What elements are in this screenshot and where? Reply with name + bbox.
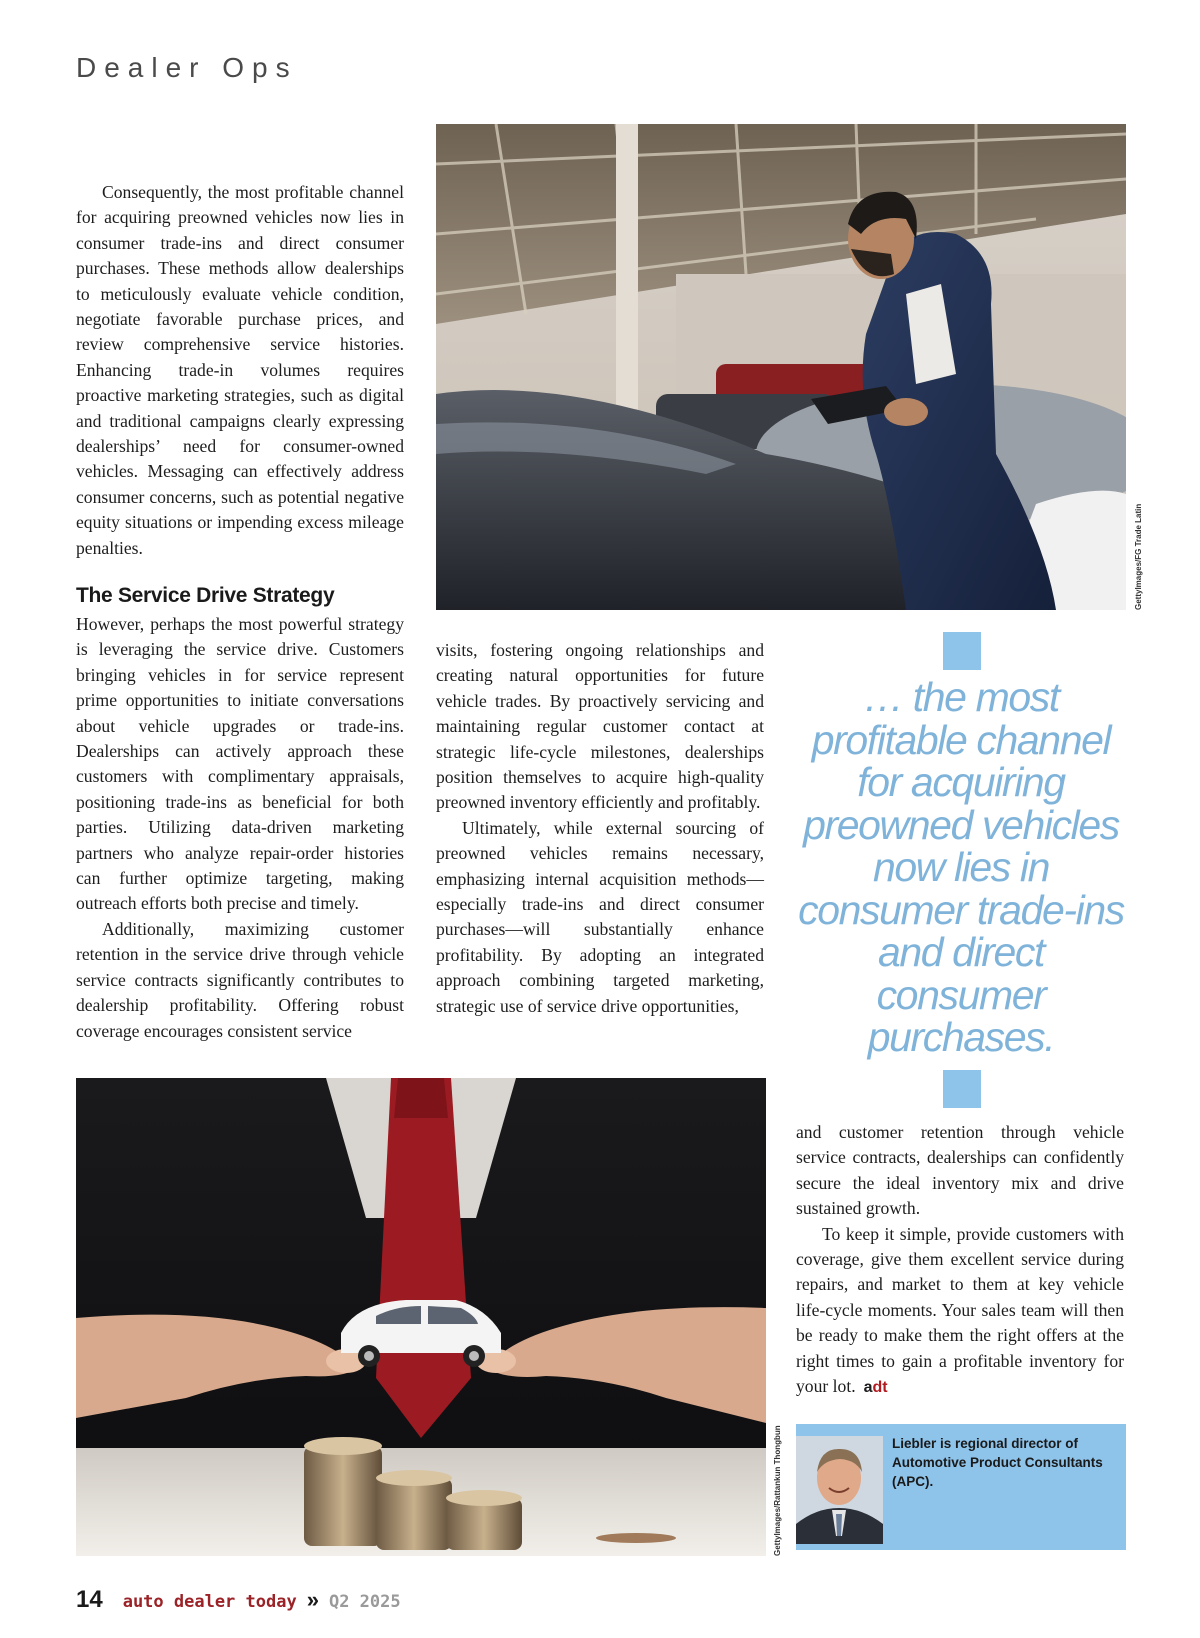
article-column-1-bottom	[76, 612, 404, 1044]
article-column-3	[796, 1120, 1124, 1400]
page-footer	[76, 1586, 401, 1614]
end-mark-logo	[864, 1379, 888, 1396]
article-column-2	[436, 638, 764, 1019]
end-mark-a: a	[863, 1379, 873, 1397]
article-column-1-top	[76, 180, 404, 561]
issue-label: Q2 2025	[328, 1592, 401, 1612]
subheading: The Service Drive Strategy	[76, 584, 335, 607]
author-bio-box	[796, 1424, 1126, 1550]
salesman-photo	[436, 124, 1126, 610]
toy-car-coins-photo	[76, 1078, 766, 1556]
author-bio: Liebler is regional director of Automotive Product Consultants (APC).	[892, 1436, 1103, 1489]
pullquote-square-bottom	[943, 1070, 981, 1108]
footer-separator: »	[306, 1587, 319, 1612]
author-headshot	[796, 1436, 883, 1544]
bottom-photo-credit: GettyImages/Rattankun Thongbun	[773, 1425, 782, 1556]
paragraph-trade-ins: Consequently, the most profitable channel for acquiring preowned vehicles now lies in consumer trade-ins and direct consumer purchases. These methods allow dealerships to meticulously evaluate vehicle condition, negotiate favorable purchase prices, and review comprehensive service histories. Enhancing trade-in volumes requires proactive marketing strategies, such as digital and traditional campaigns clearly expressing dealerships’ need for consumer-owned vehicles. Messaging can effectively address consumer concerns, such as potential negative equity situations or impending excess mileage penalties.	[76, 182, 404, 558]
paragraph-keep-it-simple: To keep it simple, provide customers with coverage, give them excellent service during repairs, and market to them at key vehicle life-cycle moments. Your sales team will then be ready to make them the right offers at the right times to gain a profitable inventory for your lot.	[796, 1223, 1124, 1397]
top-photo-credit: GettyImages/FG Trade Latin	[1134, 503, 1143, 610]
publication-name: auto dealer today	[122, 1592, 297, 1612]
paragraph-visits: visits, fostering ongoing relationships and creating natural opportunities for future vehicle trades. By proactively servicing and maintaining regular customer contact at strategic life-cycle milestones, dealerships position themselves to acquire high-quality preowned inventory efficiently and profitably.	[436, 640, 764, 813]
pull-quote: … the most profitable channel for acquiring preowned vehicles now lies in consumer trade-ins and direct consumer purchases.	[798, 674, 1124, 1060]
paragraph-conclusion: and customer retention through vehicle service contracts, dealerships can confidently secure the ideal inventory mix and drive sustained growth.	[796, 1122, 1124, 1219]
end-mark-dt: dt	[872, 1379, 888, 1397]
paragraph-retention: Additionally, maximizing customer retention in the service drive through vehicle service contracts significantly contributes to dealership profitability. Offering robust coverage encourages consistent service	[76, 918, 404, 1041]
paragraph-service-drive: However, perhaps the most powerful strategy is leveraging the service drive. Customers bringing vehicles in for service represent prime opportunities to initiate conversations about vehicle upgrades or trade-ins. Dealerships can actively approach these customers with complimentary appraisals, positioning trade-ins as beneficial for both parties. Utilizing data-driven marketing partners who analyze repair-order histories can further optimize targeting, making outreach efforts both precise and timely.	[76, 614, 404, 914]
paragraph-ultimately: Ultimately, while external sourcing of preowned vehicles remains necessary, emphasizing internal acquisition methods—especially trade-ins and direct consumer purchases—will substantially enhance profitability. By adopting an integrated approach combining targeted marketing, strategic use of service drive opportunities,	[436, 817, 764, 1016]
section-tag: Dealer Ops	[76, 52, 298, 83]
page-number: 14	[76, 1586, 103, 1613]
pullquote-square-top	[943, 632, 981, 670]
